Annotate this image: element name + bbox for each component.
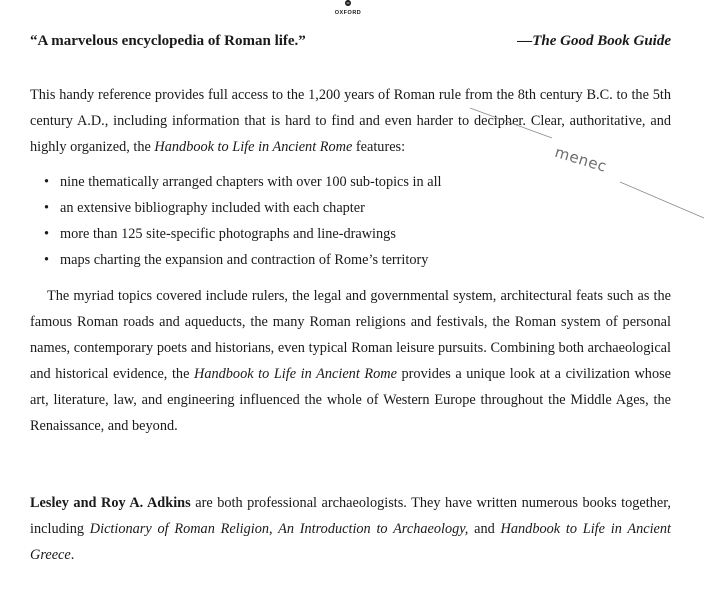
authors-end: . xyxy=(70,547,75,563)
quote-text: “A marvelous encyclopedia of Roman life.” xyxy=(30,33,306,49)
book-title-1: Dictionary of Roman Religion xyxy=(89,521,270,537)
list-item: • more than 125 site-specific photographs and line-drawings xyxy=(44,221,442,247)
list-item: • maps charting the expansion and contraction of Rome’s territory xyxy=(44,247,442,273)
publisher-logo-text: OXFORD xyxy=(334,10,362,16)
intro-book-title: Handbook to Life in Ancient Rome xyxy=(154,139,353,155)
intro-text-end: features: xyxy=(352,139,406,155)
list-item: • nine thematically arranged chapters with over 100 sub-topics in all xyxy=(44,169,442,195)
book-title-3: Handbook to Life in Ancient Greece xyxy=(30,521,672,563)
topics-book-title: Handbook to Life in Ancient Rome xyxy=(194,366,397,382)
author-names: Lesley and Roy A. Adkins xyxy=(30,495,191,511)
handwritten-note: menec xyxy=(552,143,609,176)
book-separator: , xyxy=(269,521,279,537)
authors-text: are both professional archaeologists. They have written numerous books together, including xyxy=(30,495,671,537)
topics-text: The myriad topics covered include rulers, the legal and governmental system, architectural feats such as the famous Roman roads and aqueducts, the many Roman religions and festivals, the Roman system of personal names, contemporary poets and historians, even typical Roman leisure pursuits. Combining both archaeological and historical evidence, the xyxy=(30,288,671,382)
topics-text-end: provides a unique look at a civilization whose art, literature, law, and engineering influenced the whole of Western Europe throughout the Middle Ages, the Renaissance, and beyond. xyxy=(30,366,672,434)
authors-text-2: and xyxy=(468,521,501,537)
intro-text: This handy reference provides full access to the 1,200 years of Roman rule from the 8th century B.C. to the 5th century A.D., including information that is hard to find and even harder to decipher. Clear, authoritative, and highly organized, the xyxy=(30,87,671,155)
list-item: • an extensive bibliography included with each chapter xyxy=(44,195,442,221)
quote-attribution: —The Good Book Guide xyxy=(517,33,671,49)
book-title-2: An Introduction to Archaeology, xyxy=(278,521,469,537)
